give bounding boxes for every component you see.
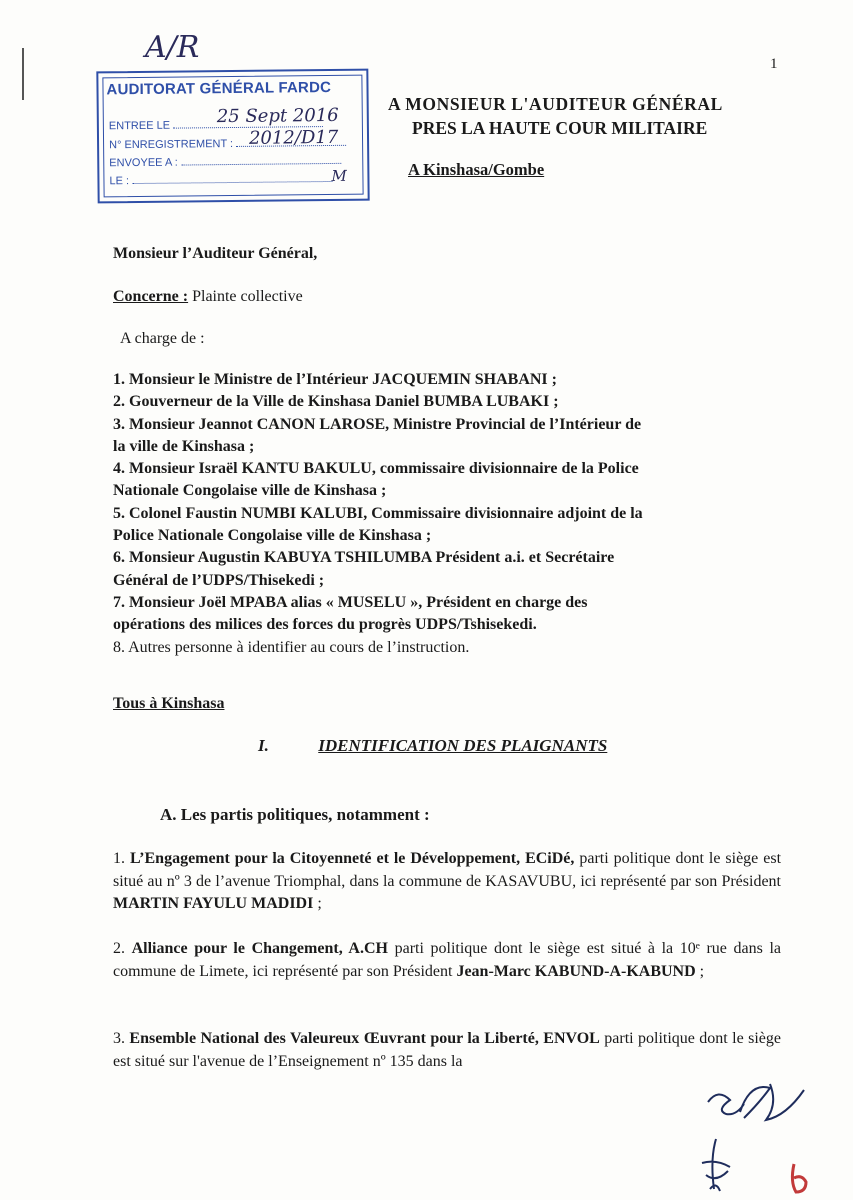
- handwritten-annotation: A/R: [145, 30, 200, 65]
- stamp-title: AUDITORAT GÉNÉRAL FARDC: [106, 78, 332, 99]
- party-paragraph-3: 3. Ensemble National des Valeureux Œuvrant pour la Liberté, ENVOL parti politique dont le siège est situé sur l'avenue de l’Enseignement nº 135 dans la: [113, 1030, 781, 1070]
- list-item: 2. Gouverneur de la Ville de Kinshasa Daniel BUMBA LUBAKI ;: [113, 393, 559, 411]
- handwritten-initials-mark: [700, 1072, 820, 1132]
- location-line: Tous à Kinshasa: [113, 695, 225, 712]
- handwritten-signature-mark: [692, 1135, 742, 1197]
- stamp-initials: M: [331, 166, 347, 185]
- concerne-line: [113, 286, 773, 308]
- reception-stamp: [96, 69, 369, 204]
- list-item: 6. Monsieur Augustin KABUYA TSHILUMBA Président a.i. et Secrétaire Général de l’UDPS/Thisekedi ;: [113, 549, 615, 589]
- subsection-heading: A. Les partis politiques, notamment :: [160, 805, 430, 824]
- list-item: 7. Monsieur Joël MPABA alias « MUSELU », Président en charge des opérations des milices des forces du progrès UDPS/Tshisekedi.: [113, 593, 588, 634]
- red-initial-mark: [786, 1158, 814, 1198]
- stamp-le-label: LE :: [109, 175, 130, 188]
- address-line-1: A MONSIEUR L'AUDITEUR GÉNÉRAL: [388, 94, 723, 114]
- stamp-entree-value: 25 Sept 2016: [216, 104, 339, 128]
- salutation: Monsieur l’Auditeur Général,: [113, 245, 318, 262]
- list-item: 5. Colonel Faustin NUMBI KALUBI, Commissaire divisionnaire adjoint de la Police Nationale Congolaise ville de Kinshasa ;: [113, 504, 643, 545]
- party-name: Alliance pour le Changement, A.CH: [131, 940, 388, 957]
- section-number: I.: [258, 736, 269, 755]
- party-name: Ensemble National des Valeureux Œuvrant pour la Liberté, ENVOL: [129, 1030, 600, 1047]
- accused-list: [113, 369, 783, 659]
- list-item: 8. Autres personne à identifier au cours de l’instruction.: [113, 638, 470, 656]
- stamp-entree-label: ENTREE LE: [108, 119, 171, 133]
- list-item: 1. Monsieur le Ministre de l’Intérieur JACQUEMIN SHABANI ;: [113, 371, 557, 388]
- address-line-2: PRES LA HAUTE COUR MILITAIRE: [412, 118, 708, 138]
- party-paragraph-1: 1. L’Engagement pour la Citoyenneté et le Développement, ECiDé, parti politique dont le siège est situé au nº 3 de l’avenue Triomphal, dans la commune de KASAVUBU, ici représenté par son Président MARTIN FAYULU MADIDI ;: [113, 850, 782, 912]
- party-representative: MARTIN FAYULU MADIDI: [113, 895, 314, 912]
- section-title: IDENTIFICATION DES PLAIGNANTS: [318, 736, 608, 755]
- list-item: 3. Monsieur Jeannot CANON LAROSE, Ministre Provincial de l’Intérieur de la ville de Kinshasa ;: [113, 415, 642, 455]
- address-line-3: A Kinshasa/Gombe: [408, 160, 545, 179]
- charge-label: A charge de :: [120, 330, 205, 347]
- party-name: L’Engagement pour la Citoyenneté et le Développement, ECiDé,: [129, 850, 575, 867]
- concerne-label: Concerne :: [113, 288, 189, 305]
- section-heading: [258, 736, 607, 756]
- stamp-envoyee-label: ENVOYEE A :: [109, 156, 178, 170]
- party-representative: Jean-Marc KABUND-A-KABUND: [456, 962, 696, 980]
- page-number: 1: [770, 56, 778, 72]
- stamp-enregistrement-value: 2012/D17: [248, 126, 339, 149]
- stamp-enregistrement-label: N° ENREGISTREMENT :: [109, 137, 234, 152]
- concerne-value: Plainte collective: [192, 288, 303, 305]
- scan-edge-mark: [22, 48, 24, 100]
- party-paragraph-2: 2. Alliance pour le Changement, A.CH parti politique dont le siège est situé à la 10ᵉ rue dans la commune de Limete, ici représenté par son Président Jean-Marc KABUND-A-KABUND ;: [113, 940, 782, 980]
- list-item: 4. Monsieur Israël KANTU BAKULU, commissaire divisionnaire de la Police Nationale Congolaise ville de Kinshasa ;: [113, 460, 639, 500]
